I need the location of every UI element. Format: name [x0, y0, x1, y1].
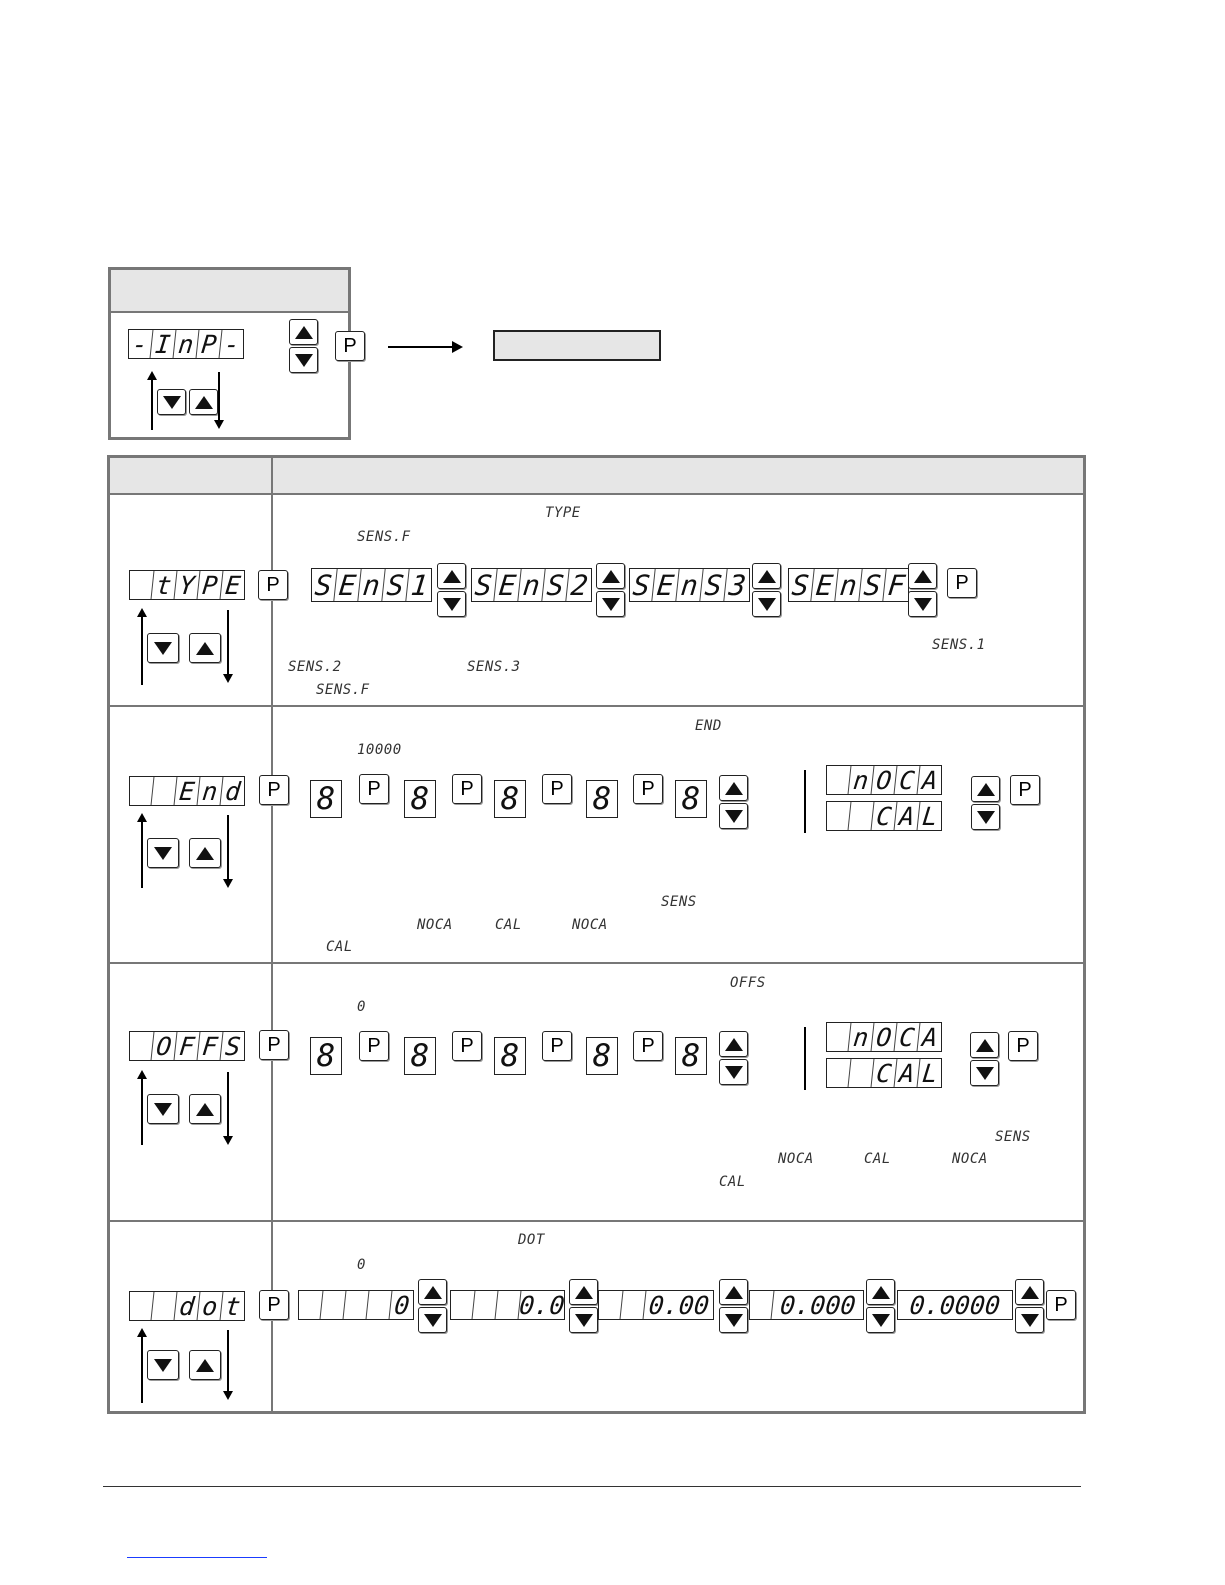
- up-key[interactable]: [189, 633, 221, 663]
- down-key[interactable]: [719, 803, 748, 829]
- label-sens: SENS: [661, 894, 697, 910]
- lcd-cell: d: [223, 776, 243, 806]
- label-cal: CAL: [719, 1174, 746, 1190]
- menu-display-inp: [128, 329, 244, 359]
- up-arrow-icon: [196, 847, 214, 860]
- lcd-cell: [344, 1291, 370, 1319]
- up-key[interactable]: [189, 838, 221, 868]
- up-key[interactable]: [971, 776, 1000, 802]
- down-arrow-icon: [575, 1314, 593, 1327]
- lcd-cell: E: [494, 569, 521, 601]
- lcd-cell: -: [222, 329, 242, 359]
- nav-line-down: [227, 815, 229, 880]
- down-arrow-icon: [914, 598, 932, 611]
- lcd-cell: 0.000: [778, 1290, 858, 1320]
- option-sens-f: [788, 568, 909, 602]
- down-arrow-icon: [154, 847, 172, 860]
- lcd-cell: O: [872, 1023, 898, 1051]
- digit-display: 8: [494, 780, 526, 818]
- lcd-cell: E: [652, 569, 679, 601]
- up-key[interactable]: [189, 1094, 221, 1124]
- down-key[interactable]: [970, 1060, 999, 1086]
- down-arrow-icon: [758, 598, 776, 611]
- label-noca: NOCA: [952, 1151, 988, 1167]
- down-key[interactable]: [569, 1307, 598, 1333]
- down-key[interactable]: [908, 591, 937, 617]
- mode-nocal-display: [826, 765, 942, 795]
- up-key[interactable]: [752, 563, 781, 589]
- lcd-cell: d: [175, 1292, 201, 1320]
- up-arrow-icon: [295, 326, 313, 339]
- nav-line-down: [227, 1330, 229, 1392]
- lcd-cell: P: [198, 571, 224, 599]
- lcd-cell: S: [382, 569, 409, 601]
- digit-display: 8: [586, 780, 618, 818]
- up-key[interactable]: [289, 319, 318, 345]
- nav-arrow-down-icon: [223, 1391, 233, 1400]
- lcd-cell: C: [895, 766, 921, 794]
- nav-arrow-up-icon: [137, 1328, 147, 1337]
- lcd-cell: t: [223, 1291, 243, 1321]
- nav-arrow-up-icon: [137, 608, 147, 617]
- lcd-cell: n: [518, 569, 545, 601]
- lcd-cell: E: [811, 569, 838, 601]
- next-menu-box: [493, 330, 661, 361]
- option-sens-3: [629, 568, 750, 602]
- p-key[interactable]: P: [452, 1031, 482, 1061]
- lcd-cell: 1: [409, 568, 430, 602]
- lcd-cell: F: [886, 568, 907, 602]
- row-divider: [110, 705, 1083, 707]
- down-arrow-icon: [154, 642, 172, 655]
- down-arrow-icon: [295, 354, 313, 367]
- dot-display: [129, 1291, 245, 1321]
- up-key[interactable]: [569, 1279, 598, 1305]
- lcd-cell: S: [859, 569, 886, 601]
- down-arrow-icon: [976, 1067, 994, 1080]
- lcd-cell: n: [174, 330, 200, 358]
- option-sens-2: [471, 568, 592, 602]
- up-key[interactable]: [189, 389, 218, 415]
- lcd-cell: E: [175, 777, 201, 805]
- down-key[interactable]: [971, 804, 1000, 830]
- p-key[interactable]: P: [335, 331, 365, 361]
- up-arrow-icon: [443, 570, 461, 583]
- nav-arrow-up-icon: [137, 1070, 147, 1079]
- decimal-option-4: [897, 1290, 1013, 1320]
- lcd-cell: [826, 1023, 852, 1051]
- offs-display: [129, 1031, 245, 1061]
- label-sens-f: SENS.F: [316, 682, 370, 698]
- lcd-cell: C: [872, 802, 898, 830]
- lcd-cell: [367, 1291, 393, 1319]
- down-key[interactable]: [866, 1307, 895, 1333]
- lcd-cell: O: [872, 766, 898, 794]
- nav-arrow-down-icon: [214, 420, 224, 429]
- lcd-cell: n: [676, 569, 703, 601]
- label-sens: SENS: [995, 1129, 1031, 1145]
- p-key[interactable]: P: [633, 774, 663, 804]
- decimal-option-2: [598, 1290, 714, 1320]
- up-arrow-icon: [758, 570, 776, 583]
- p-key[interactable]: P: [1010, 775, 1040, 805]
- nav-arrow-down-icon: [223, 674, 233, 683]
- digit-display: 8: [586, 1037, 618, 1075]
- lcd-cell: S: [542, 569, 569, 601]
- down-arrow-icon: [443, 598, 461, 611]
- p-key[interactable]: P: [1008, 1031, 1038, 1061]
- lcd-cell: L: [920, 801, 940, 831]
- lcd-cell: -: [128, 330, 154, 358]
- menu-panel-divider: [111, 311, 348, 313]
- label-dot: DOT: [518, 1232, 545, 1248]
- down-arrow-icon: [872, 1314, 890, 1327]
- lcd-cell: A: [895, 802, 921, 830]
- footer-rule: [103, 1486, 1081, 1487]
- up-key[interactable]: [418, 1279, 447, 1305]
- lcd-cell: E: [223, 570, 243, 600]
- lcd-cell: 2: [569, 568, 590, 602]
- label-cal: CAL: [864, 1151, 891, 1167]
- p-key[interactable]: P: [359, 774, 389, 804]
- down-key[interactable]: [147, 1350, 179, 1380]
- digit-display: 8: [404, 780, 436, 818]
- nav-line-up: [141, 820, 143, 888]
- label-10000: 10000: [357, 742, 402, 758]
- row-divider: [110, 962, 1083, 964]
- label-offs: OFFS: [730, 975, 766, 991]
- lcd-cell: [129, 1292, 155, 1320]
- label-sens-2: SENS.2: [288, 659, 342, 675]
- label-zero: 0: [357, 1257, 366, 1273]
- p-key[interactable]: P: [947, 568, 977, 598]
- lcd-cell: P: [197, 330, 223, 358]
- separator: [804, 1027, 806, 1090]
- up-key[interactable]: [1015, 1279, 1044, 1305]
- lcd-cell: E: [334, 569, 361, 601]
- lcd-cell: [826, 766, 852, 794]
- nav-arrow-down-icon: [223, 1136, 233, 1145]
- nav-line-up: [141, 1077, 143, 1145]
- nav-line-down: [227, 1072, 229, 1137]
- lcd-cell: C: [872, 1059, 898, 1087]
- up-key[interactable]: [596, 563, 625, 589]
- row-divider: [110, 1220, 1083, 1222]
- p-key[interactable]: P: [633, 1031, 663, 1061]
- down-arrow-icon: [163, 396, 181, 409]
- table-header-divider: [110, 493, 1083, 495]
- lcd-cell: S: [700, 569, 727, 601]
- label-zero: 0: [357, 999, 366, 1015]
- up-key[interactable]: [437, 563, 466, 589]
- lcd-cell: o: [198, 1292, 224, 1320]
- label-sens-3: SENS.3: [467, 659, 521, 675]
- down-arrow-icon: [725, 810, 743, 823]
- down-key[interactable]: [157, 389, 186, 415]
- down-arrow-icon: [154, 1103, 172, 1116]
- up-arrow-icon: [725, 1038, 743, 1051]
- down-key[interactable]: [418, 1307, 447, 1333]
- lcd-cell: 0.0: [517, 1290, 567, 1320]
- down-arrow-icon: [1021, 1314, 1039, 1327]
- lcd-cell: A: [895, 1059, 921, 1087]
- lcd-cell: [749, 1291, 775, 1319]
- p-key[interactable]: P: [452, 774, 482, 804]
- end-display: [129, 776, 245, 806]
- lcd-cell: [473, 1291, 499, 1319]
- up-key[interactable]: [866, 1279, 895, 1305]
- label-type: TYPE: [545, 505, 581, 521]
- up-arrow-icon: [575, 1286, 593, 1299]
- down-key[interactable]: [147, 838, 179, 868]
- down-arrow-icon: [977, 811, 995, 824]
- lcd-cell: F: [175, 1032, 201, 1060]
- lcd-cell: [826, 1059, 852, 1087]
- lcd-cell: [152, 1292, 178, 1320]
- mode-cal-display: [826, 801, 942, 831]
- option-sens-1: [311, 568, 432, 602]
- lcd-cell: A: [920, 1022, 940, 1052]
- lcd-cell: n: [198, 777, 224, 805]
- up-arrow-icon: [195, 396, 213, 409]
- nav-line-up: [141, 615, 143, 685]
- down-arrow-icon: [725, 1066, 743, 1079]
- p-key[interactable]: P: [259, 1030, 289, 1060]
- lcd-cell: n: [835, 569, 862, 601]
- up-arrow-icon: [196, 1359, 214, 1372]
- label-sens-f: SENS.F: [357, 529, 411, 545]
- down-key[interactable]: [1015, 1307, 1044, 1333]
- type-display: [129, 570, 245, 600]
- decimal-option-3: [749, 1290, 864, 1320]
- up-arrow-icon: [872, 1286, 890, 1299]
- p-key[interactable]: P: [258, 570, 288, 600]
- label-end: END: [695, 718, 722, 734]
- lcd-cell: [129, 777, 155, 805]
- lcd-cell: [598, 1291, 624, 1319]
- down-arrow-icon: [154, 1359, 172, 1372]
- p-key[interactable]: P: [359, 1031, 389, 1061]
- lcd-cell: A: [920, 765, 940, 795]
- next-arrow-head: [452, 341, 463, 353]
- down-arrow-icon: [725, 1314, 743, 1327]
- digit-display: 8: [675, 780, 707, 818]
- lcd-cell: [621, 1291, 647, 1319]
- label-cal: CAL: [495, 917, 522, 933]
- lcd-cell: [129, 1032, 155, 1060]
- label-noca: NOCA: [778, 1151, 814, 1167]
- lcd-cell: S: [223, 1031, 243, 1061]
- nav-line-down: [227, 610, 229, 675]
- p-key[interactable]: P: [542, 1031, 572, 1061]
- p-key[interactable]: P: [542, 774, 572, 804]
- lcd-cell: 0.0000: [908, 1290, 1002, 1320]
- lcd-cell: t: [152, 571, 178, 599]
- up-key[interactable]: [719, 775, 748, 801]
- up-arrow-icon: [1021, 1286, 1039, 1299]
- label-noca: NOCA: [417, 917, 453, 933]
- label-noca: NOCA: [572, 917, 608, 933]
- separator: [804, 770, 806, 833]
- up-arrow-icon: [602, 570, 620, 583]
- lcd-cell: [826, 802, 852, 830]
- lcd-cell: I: [151, 330, 177, 358]
- lcd-cell: [849, 802, 875, 830]
- up-key[interactable]: [719, 1279, 748, 1305]
- nav-line-up: [151, 378, 153, 430]
- p-key[interactable]: P: [259, 1290, 289, 1320]
- mode-nocal-display: [826, 1022, 942, 1052]
- up-key[interactable]: [189, 1350, 221, 1380]
- up-arrow-icon: [196, 1103, 214, 1116]
- down-arrow-icon: [602, 598, 620, 611]
- lcd-cell: 0.00: [647, 1290, 711, 1320]
- lcd-cell: Y: [175, 571, 201, 599]
- label-cal: CAL: [326, 939, 353, 955]
- up-arrow-icon: [914, 570, 932, 583]
- up-arrow-icon: [725, 782, 743, 795]
- nav-line-up: [141, 1335, 143, 1403]
- lcd-cell: O: [152, 1032, 178, 1060]
- up-arrow-icon: [977, 783, 995, 796]
- down-key[interactable]: [437, 591, 466, 617]
- up-arrow-icon: [424, 1286, 442, 1299]
- lcd-cell: F: [198, 1032, 224, 1060]
- nav-arrow-up-icon: [147, 371, 157, 380]
- decimal-option-0: [298, 1290, 414, 1320]
- lcd-cell: L: [920, 1058, 940, 1088]
- lcd-cell: n: [849, 1023, 875, 1051]
- mode-cal-display: [826, 1058, 942, 1088]
- next-arrow-line: [388, 346, 454, 348]
- down-key[interactable]: [147, 1094, 179, 1124]
- digit-display: 8: [675, 1037, 707, 1075]
- lcd-cell: [298, 1291, 324, 1319]
- down-key[interactable]: [147, 633, 179, 663]
- up-key[interactable]: [908, 563, 937, 589]
- decimal-option-1: [450, 1290, 565, 1320]
- lcd-cell: [450, 1291, 476, 1319]
- digit-display: 8: [310, 780, 342, 818]
- lcd-cell: n: [849, 766, 875, 794]
- label-sens-1: SENS.1: [932, 637, 986, 653]
- lcd-cell: 3: [727, 568, 748, 602]
- digit-display: 8: [310, 1037, 342, 1075]
- lcd-cell: [849, 1059, 875, 1087]
- p-key[interactable]: P: [259, 775, 289, 805]
- up-arrow-icon: [976, 1039, 994, 1052]
- down-arrow-icon: [424, 1314, 442, 1327]
- up-arrow-icon: [725, 1286, 743, 1299]
- up-arrow-icon: [196, 642, 214, 655]
- digit-display: 8: [404, 1037, 436, 1075]
- lcd-cell: S: [470, 569, 497, 601]
- up-key[interactable]: [719, 1031, 748, 1057]
- lcd-cell: [321, 1291, 347, 1319]
- p-key[interactable]: P: [1046, 1290, 1076, 1320]
- down-key[interactable]: [596, 591, 625, 617]
- lcd-cell: [129, 571, 155, 599]
- lcd-cell: S: [310, 569, 337, 601]
- table-header: [110, 458, 1083, 494]
- lcd-cell: 0: [392, 1290, 412, 1320]
- down-key[interactable]: [752, 591, 781, 617]
- lcd-cell: [152, 777, 178, 805]
- table-column-divider: [271, 458, 273, 1411]
- down-key[interactable]: [289, 347, 318, 373]
- nav-arrow-down-icon: [223, 879, 233, 888]
- nav-line-down: [218, 372, 220, 422]
- down-key[interactable]: [719, 1307, 748, 1333]
- footer-link-underline[interactable]: [127, 1557, 267, 1558]
- lcd-cell: S: [628, 569, 655, 601]
- digit-display: 8: [494, 1037, 526, 1075]
- down-key[interactable]: [719, 1059, 748, 1085]
- menu-panel-header: [111, 270, 348, 312]
- up-key[interactable]: [970, 1032, 999, 1058]
- lcd-cell: C: [895, 1023, 921, 1051]
- lcd-cell: n: [358, 569, 385, 601]
- lcd-cell: S: [787, 569, 814, 601]
- nav-arrow-up-icon: [137, 813, 147, 822]
